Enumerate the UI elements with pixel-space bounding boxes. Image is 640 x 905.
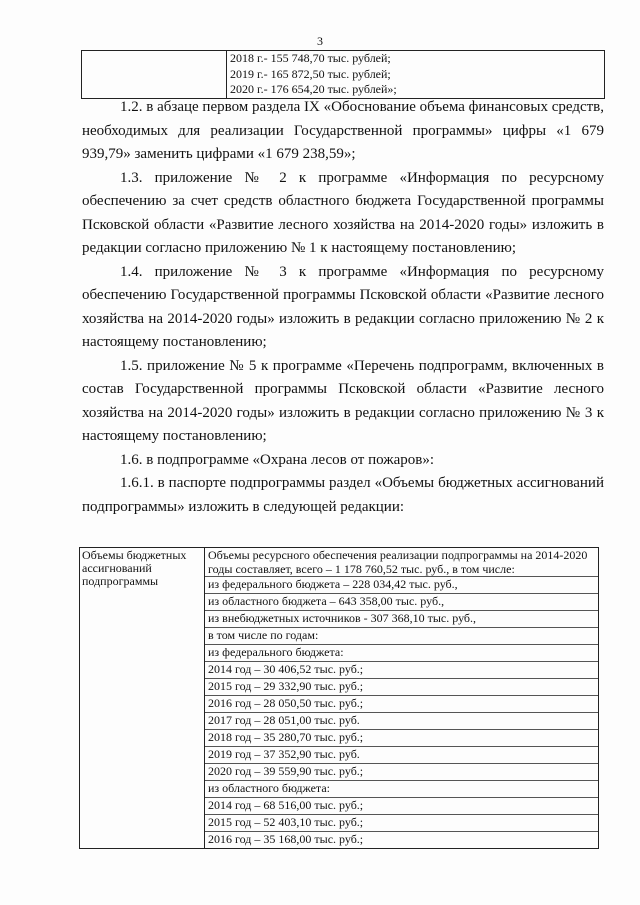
budget-line: 2019 год – 37 352,90 тыс. руб. [205,747,598,764]
budget-line: 2014 год – 30 406,52 тыс. руб.; [205,662,598,679]
budget-content-cell [205,548,599,849]
budget-line: из федерального бюджета – 228 034,42 тыс. руб., [205,577,598,594]
year-line: 2019 г.- 165 872,50 тыс. рублей; [230,66,391,81]
budget-allocations-table [79,547,599,849]
budget-line: 2018 год – 35 280,70 тыс. руб.; [205,730,598,747]
budget-line: 2017 год – 28 051,00 тыс. руб. [205,713,598,730]
document-body [82,96,604,519]
budget-line: 2015 год – 29 332,90 тыс. руб.; [205,679,598,696]
budget-line: 2014 год – 68 516,00 тыс. руб.; [205,798,598,815]
page-number: 3 [317,34,323,48]
budget-label-cell: Объемы бюджетных ассигнований подпрограммы [80,548,205,849]
funding-years-cell [227,51,605,99]
empty-cell [82,51,227,99]
budget-line: 2016 год – 35 168,00 тыс. руб.; [208,832,364,846]
paragraph-1-2: 1.2. в абзаце первом раздела IX «Обоснование объема финансовых средств, необходимых для реализации Государственной программы» цифры «1 679 939,79» заменить цифрами «1 679 238,59»; [82,99,604,162]
paragraph-1-6-1: 1.6.1. в паспорте подпрограммы раздел «Объемы бюджетных ассигнований подпрограммы» изложить в следующей редакции: [82,475,604,515]
budget-line: в том числе по годам: [205,628,598,645]
paragraph-1-4: 1.4. приложение № 3 к программе «Информация по ресурсному обеспечению Государственной программы Псковской области «Развитие лесного хозяйства на 2014-2020 годы» изложить в редакции согласно приложению № 2 к настоящему постановлению; [82,263,604,350]
budget-line: из федерального бюджета: [205,645,598,662]
funding-years-table [81,50,605,99]
paragraph-1-5: 1.5. приложение № 5 к программе «Перечень подпрограмм, включенных в состав Государственной программы Псковской области «Развитие лесного хозяйства на 2014-2020 годы» изложить в редакции согласно приложению № 3 к настоящему постановлению; [82,357,604,444]
budget-line: 2020 год – 39 559,90 тыс. руб.; [205,764,598,781]
budget-line: из областного бюджета: [205,781,598,798]
year-line: 2018 г.- 155 748,70 тыс. рублей; [230,51,391,65]
budget-intro: Объемы ресурсного обеспечения реализации подпрограммы на 2014-2020 годы составляет, всего – 1 178 760,52 тыс. руб., в том числе: [205,548,598,577]
budget-line: 2016 год – 28 050,50 тыс. руб.; [205,696,598,713]
budget-line: из областного бюджета – 643 358,00 тыс. руб., [205,594,598,611]
paragraph-1-3: 1.3. приложение № 2 к программе «Информация по ресурсному обеспечению за счет средств областного бюджета Государственной программы Псковской области «Развитие лесного хозяйства на 2014-2020 годы» изложить в редакции согласно приложению № 1 к настоящему постановлению; [82,169,604,256]
budget-line: 2015 год – 52 403,10 тыс. руб.; [205,815,598,832]
budget-line: из внебюджетных источников - 307 368,10 тыс. руб., [205,611,598,628]
paragraph-1-6: 1.6. в подпрограмме «Охрана лесов от пожаров»: [120,451,435,468]
year-line: 2020 г.- 176 654,20 тыс. рублей»; [230,82,397,96]
